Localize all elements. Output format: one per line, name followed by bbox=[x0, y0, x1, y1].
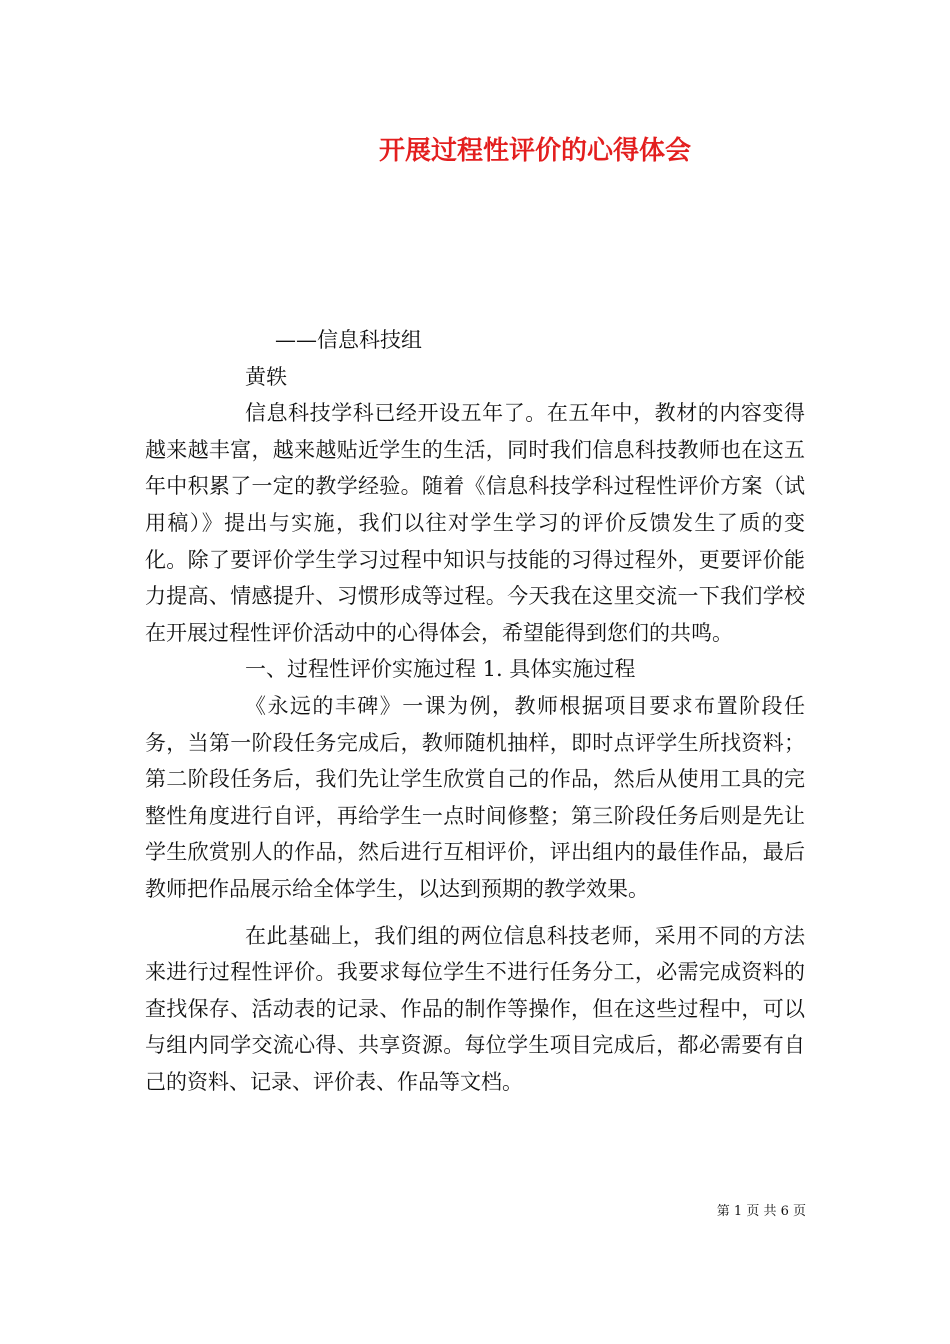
byline: ——信息科技组 bbox=[275, 328, 422, 352]
author-name: 黄轶 bbox=[245, 364, 287, 389]
paragraph-intro: 信息科技学科已经开设五年了。在五年中，教材的内容变得越来越丰富，越来越贴近学生的生活，同时我们信息科技教师也在这五年中积累了一定的教学经验。随着《信息科技学科过程性评价方案（试用稿）》提出与实施，我们以往对学生学习的评价反馈发生了质的变化。除了要评价学生学习过程中知识与技能的习得过程外，更要评价能力提高、情感提升、习惯形成等过程。今天我在这里交流一下我们学校在开展过程性评价活动中的心得体会，希望能得到您们的共鸣。 bbox=[145, 401, 805, 645]
paragraph-example: 《永远的丰碑》一课为例，教师根据项目要求布置阶段任务，当第一阶段任务完成后，教师随机抽样，即时点评学生所找资料；第二阶段任务后，我们先让学生欣赏自己的作品，然后从使用工具的完整性角度进行自评，再给学生一点时间修整；第三阶段任务后则是先让学生欣赏别人的作品，然后进行互相评价，评出组内的最佳作品，最后教师把作品展示给全体学生，以达到预期的教学效果。 bbox=[145, 693, 805, 901]
document-title: 开展过程性评价的心得体会 bbox=[378, 136, 691, 166]
paragraph-method: 在此基础上，我们组的两位信息科技老师，采用不同的方法来进行过程性评价。我要求每位学生不进行任务分工，必需完成资料的查找保存、活动表的记录、作品的制作等操作，但在这些过程中，可以与组内同学交流心得、共享资源。每位学生项目完成后，都必需要有自己的资料、记录、评价表、作品等文档。 bbox=[145, 923, 805, 1094]
section-heading: 一、过程性评价实施过程 1. 具体实施过程 bbox=[245, 657, 636, 682]
page-number-footer: 第 1 页 共 6 页 bbox=[716, 1204, 806, 1219]
document-body bbox=[145, 322, 805, 1100]
